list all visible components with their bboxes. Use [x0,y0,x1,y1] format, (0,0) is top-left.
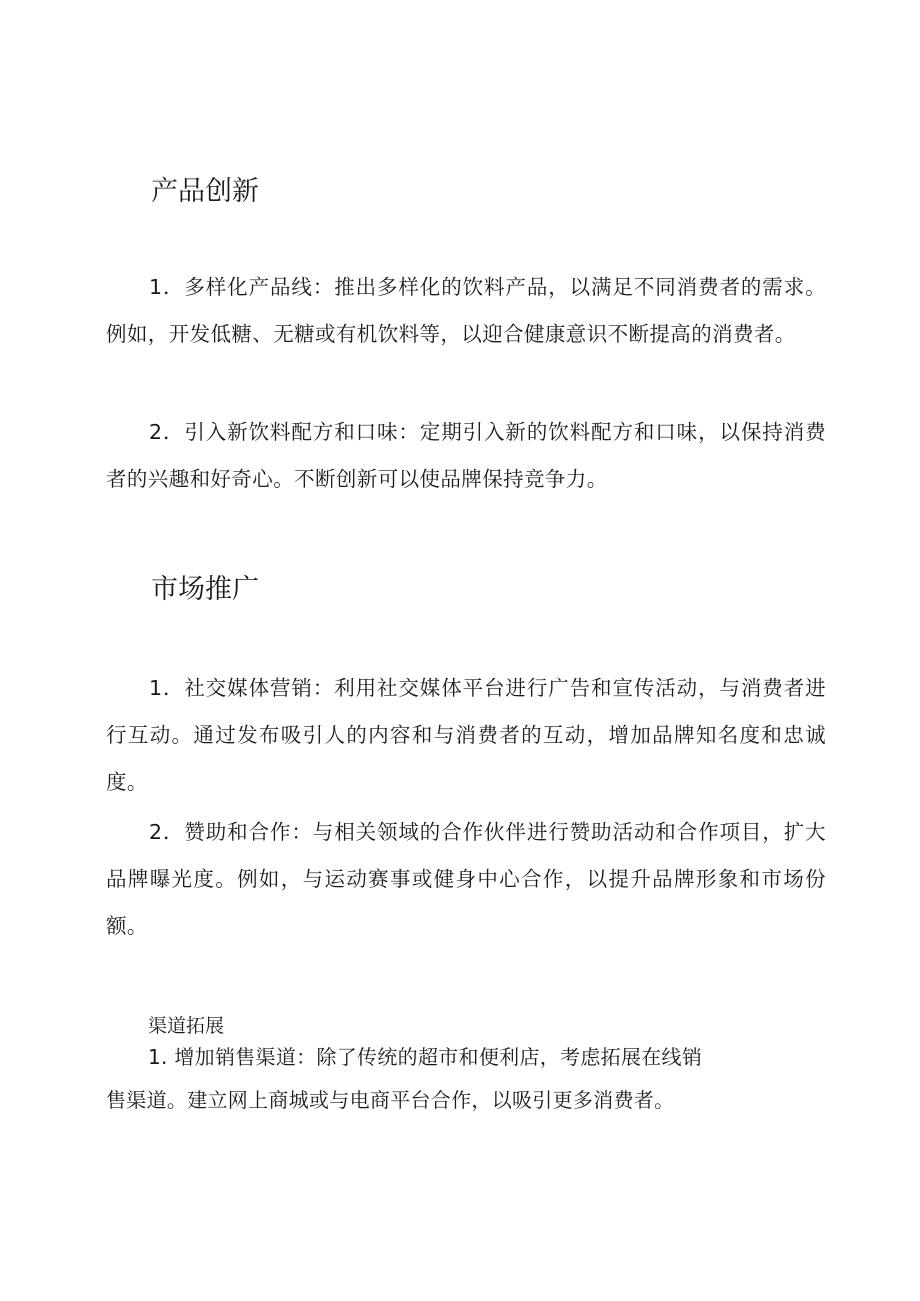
marketing-item-1: 1．社交媒体营销：利用社交媒体平台进行广告和宣传活动，与消费者进行互动。通过发布吸引人的内容和与消费者的互动，增加品牌知名度和忠诚度。 [106,676,826,794]
section-heading-product-innovation: 产品创新 [151,176,259,207]
product-innovation-item-2: 2．引入新饮料配方和口味：定期引入新的饮料配方和口味，以保持消费者的兴趣和好奇心。不断创新可以使品牌保持竞争力。 [106,420,826,491]
channel-expansion-line-2: 售渠道。建立网上商城或与电商平台合作，以吸引更多消费者。 [106,1088,675,1112]
product-innovation-item-1: 1．多样化产品线：推出多样化的饮料产品，以满足不同消费者的需求。例如，开发低糖、无糖或有机饮料等，以迎合健康意识不断提高的消费者。 [106,275,826,346]
channel-expansion-line-1: 1. 增加销售渠道：除了传统的超市和便利店，考虑拓展在线销 [148,1045,703,1069]
section-heading-marketing: 市场推广 [151,574,259,605]
marketing-item-2: 2．赞助和合作：与相关领域的合作伙伴进行赞助活动和合作项目，扩大品牌曝光度。例如，与运动赛事或健身中心合作，以提升品牌形象和市场份额。 [106,820,826,938]
section-heading-channel-expansion: 渠道拓展 [148,1015,225,1037]
